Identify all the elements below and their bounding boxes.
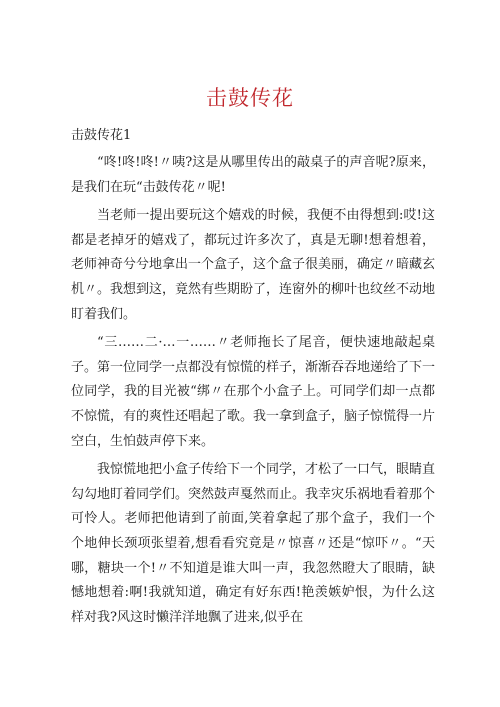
paragraph-4: 我惊慌地把小盒子传给下一个同学，才松了一口气，眼睛直勾勾地盯着同学们。突然鼓声戛然而止。我幸灾乐祸地看着那个可怜人。老师把他请到了前面,笑着拿起了那个盒子，我们一个个地伸长颈项张望着,想看看究竟是〃惊喜〃还是“惊吓〃。“天哪，糖块一个!〃不知道是谁大叫一声，我忽然瞪大了眼睛，缺憾地想着:啊!我就知道，确定有好东西!艳羡嫉妒恨，为什么这样对我?风这时懒洋洋地飘了进来,似乎在 [71, 462, 436, 625]
document-body [71, 151, 435, 630]
document-subtitle: 击鼓传花1 [71, 128, 132, 143]
paragraph-3: “三……二·…一……〃老师拖长了尾音，便快速地敲起桌子。第一位同学一点都没有惊慌的样子，渐渐吞吞地递给了下一位同学，我的目光被“绑〃在那个小盒子上。可同学们却一点都不惊慌，有的爽性还唱起了歌。我一拿到盒子，脑子惊慌得一片空白，生怕鼓声停下来。 [71, 335, 436, 449]
paragraph-2: 当老师一提出要玩这个嬉戏的时候，我便不由得想到:哎!这都是老掉牙的嬉戏了，都玩过许多次了，真是无聊!想着想着，老师神奇兮兮地拿出一个盒子，这个盒子很美丽，确定〃暗藏玄机〃。我想到这，竟然有些期盼了，连窗外的柳叶也纹丝不动地盯着我们。 [71, 208, 436, 322]
paragraph-1: “咚!咚!咚!〃咦?这是从哪里传出的敲桌子的声音呢?原来，是我们在玩“击鼓传花〃呢! [71, 155, 435, 195]
document-title: 击鼓传花 [206, 86, 294, 110]
